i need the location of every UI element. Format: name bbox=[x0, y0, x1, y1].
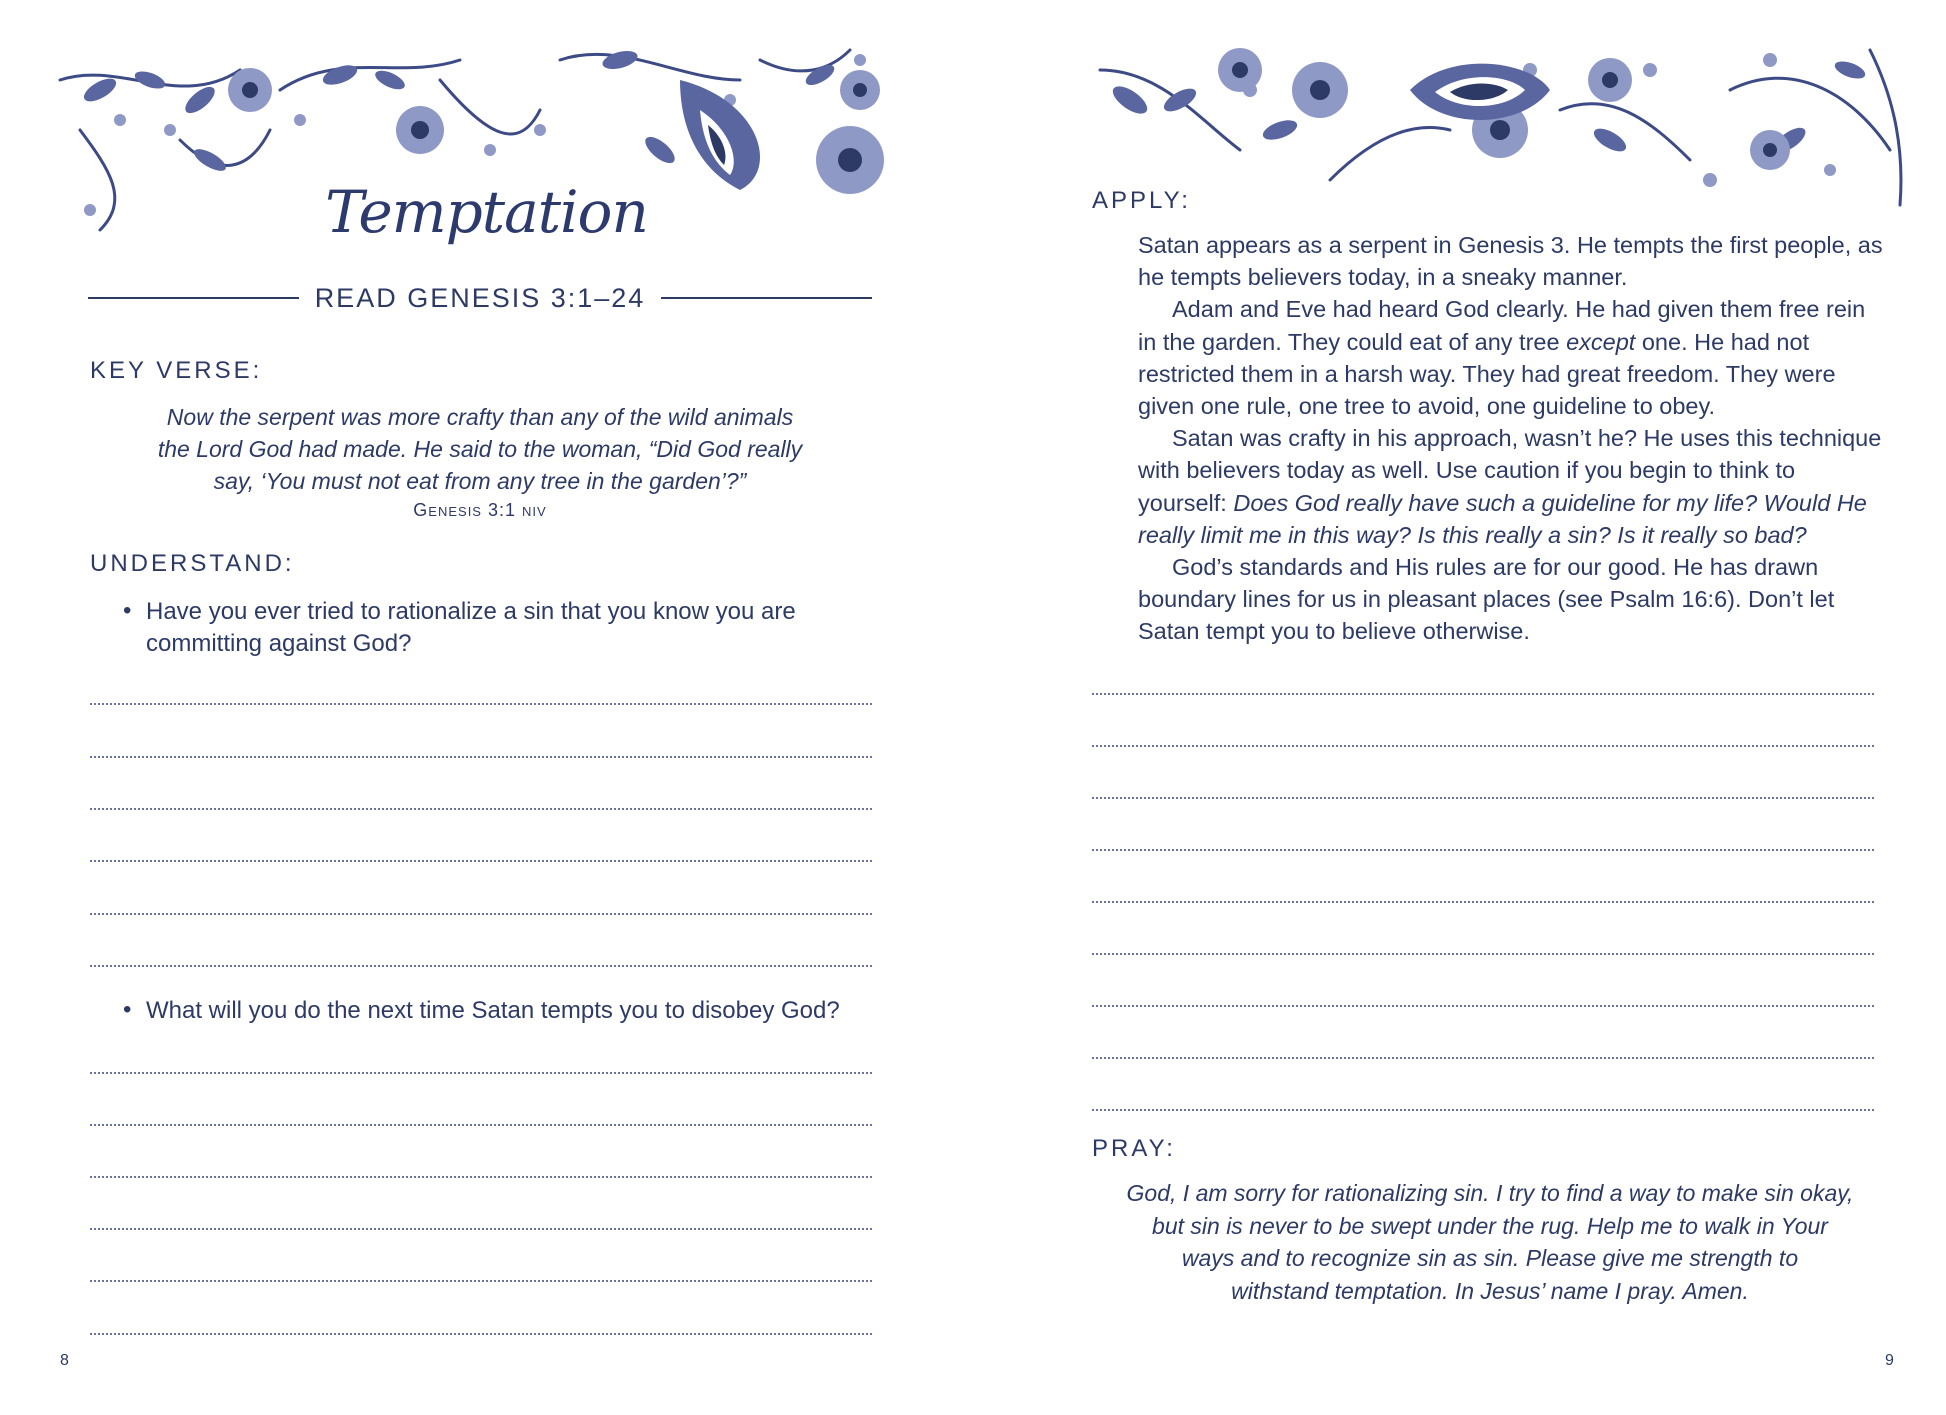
apply-emphasis: except bbox=[1566, 328, 1636, 355]
key-verse-line: say, ‘You must not eat from any tree in the garden’?” bbox=[213, 468, 747, 494]
apply-emphasis: Does God really have such a guideline for my life? Would He really limit me in this way? Is this really a sin? Is it really so bad? bbox=[1138, 489, 1867, 548]
key-verse-line: the Lord God had made. He said to the woman, “Did God really bbox=[157, 436, 803, 462]
prayer-text bbox=[1100, 1177, 1880, 1307]
apply-text: Satan was crafty in his approach, wasn’t he? He uses this technique with believers today as well. Use caution if you begin to think to yourself: bbox=[1138, 425, 1882, 516]
answer-line[interactable] bbox=[90, 1176, 872, 1178]
answer-line[interactable] bbox=[1092, 1057, 1874, 1059]
question-line: What will you do the next time Satan tempts you to disobey God? bbox=[146, 997, 840, 1024]
answer-line[interactable] bbox=[90, 1228, 872, 1230]
bullet-icon: • bbox=[123, 597, 132, 624]
answer-lines[interactable] bbox=[90, 0, 872, 1415]
understand-heading: UNDERSTAND: bbox=[90, 550, 295, 577]
apply-text: one. He had not restricted them in a harsh way. They had great freedom. They were given one rule, one tree to avoid, one guideline to obey. bbox=[1138, 328, 1836, 420]
answer-line[interactable] bbox=[1092, 797, 1874, 799]
prayer-line: withstand temptation. In Jesus’ name I pray. Amen. bbox=[1231, 1277, 1749, 1304]
answer-line[interactable] bbox=[90, 1124, 872, 1126]
page-number: 9 bbox=[1885, 1352, 1894, 1369]
key-verse-heading: KEY VERSE: bbox=[90, 357, 263, 384]
key-verse-reference: Genesis 3:1 niv bbox=[413, 500, 547, 520]
answer-line[interactable] bbox=[1092, 849, 1874, 851]
answer-line[interactable] bbox=[90, 1280, 872, 1282]
reading-reference: READ GENESIS 3:1–24 bbox=[314, 282, 646, 313]
apply-paragraph: God’s standards and His rules are for our good. He has drawn boundary lines for us in pleasant places (see Psalm 16:6). Don’t let Satan tempt you to believe otherwise. bbox=[1138, 554, 1835, 645]
answer-line[interactable] bbox=[1092, 1005, 1874, 1007]
apply-heading: APPLY: bbox=[1092, 187, 1191, 214]
apply-text: Adam and Eve had heard God clearly. He had given them free rein in the garden. They could eat of any tree bbox=[1138, 296, 1866, 355]
prayer-line: God, I am sorry for rationalizing sin. I try to find a way to make sin okay, bbox=[1126, 1180, 1854, 1206]
question-line: committing against God? bbox=[146, 630, 412, 657]
answer-line[interactable] bbox=[1092, 745, 1874, 747]
key-verse-line: Now the serpent was more crafty than any of the wild animals bbox=[166, 404, 794, 430]
answer-line[interactable] bbox=[90, 1333, 872, 1335]
page-number: 8 bbox=[60, 1352, 69, 1369]
answer-line[interactable] bbox=[1092, 693, 1874, 695]
prayer-line: ways and to recognize sin as sin. Please give me strength to bbox=[1181, 1245, 1799, 1271]
answer-line[interactable] bbox=[1092, 953, 1874, 955]
prayer-line: but sin is never to be swept under the rug. Help me to walk in Your bbox=[1152, 1212, 1828, 1239]
page-title: Temptation bbox=[325, 178, 648, 246]
apply-paragraph: Satan appears as a serpent in Genesis 3. He tempts the first people, as he tempts believers today, in a sneaky manner. bbox=[1138, 232, 1883, 291]
bullet-icon: • bbox=[123, 996, 132, 1023]
pray-heading: PRAY: bbox=[1092, 1135, 1176, 1162]
answer-line[interactable] bbox=[1092, 1109, 1874, 1111]
answer-line[interactable] bbox=[1092, 901, 1874, 903]
answer-line[interactable] bbox=[90, 1072, 872, 1074]
question-line: Have you ever tried to rationalize a sin that you know you are bbox=[146, 598, 796, 625]
